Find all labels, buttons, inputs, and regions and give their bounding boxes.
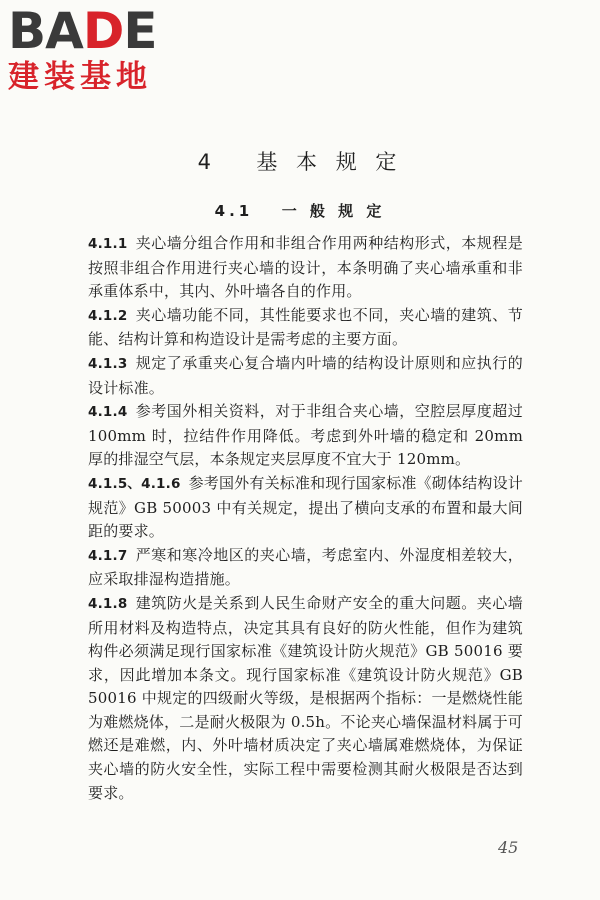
clause-number: 4.1.7 [88,547,128,564]
clause-text: 严寒和寒冷地区的夹心墙，考虑室内、外湿度相差较大，应采取排湿构造措施。 [88,545,523,589]
clause-text: 夹心墙分组合作用和非组合作用两种结构形式，本规程是按照非组合作用进行夹心墙的设计，本条明确了夹心墙承重和非承重体系中，其内、外叶墙各自的作用。 [88,234,523,301]
clause-text: 建筑防火是关系到人民生命财产安全的重大问题。夹心墙所用材料及构造特点，决定其具有良好的防火性能，但作为建筑构件必须满足现行国家标准《建筑设计防火规范》GB 50016 要求，因此增加本条文。现行国家标准《建筑设计防火规范》GB 50016 中规定的四级耐火等级，是根据两个指标：一是燃烧性能为难燃烧体，二是耐火极限为 0.5h。不论夹心墙保温材料属于可燃还是难燃，内、外叶墙材质决定了夹心墙属难燃烧体，为保证夹心墙的防火安全性，实际工程中需要检测其耐火极限是否达到要求。 [88,593,523,802]
clause-number: 4.1.1 [88,236,128,252]
clause-number: 4.1.5、4.1.6 [88,475,181,492]
clause-4-1-5-6 [88,472,523,544]
chapter-number: 4 [197,150,217,174]
section-number: 4.1 [214,202,254,220]
chapter-title [0,146,600,176]
clause-number: 4.1.4 [88,404,128,421]
logo-cjk-text: 建装基地 [8,59,152,95]
clause-number: 4.1.3 [88,355,128,372]
chapter-title-text: 基 本 规 定 [256,150,403,174]
bade-logo [8,2,178,96]
clause-4-1-2 [88,304,523,352]
page-number: 45 [498,838,519,857]
clause-text: 参考国外相关资料，对于非组合夹心墙，空腔层厚度超过 100mm 时，拉结件作用降低。考虑到外叶墙的稳定和 20mm 厚的排湿空气层，本条规定夹层厚度不宜大于 120mm。 [88,402,523,469]
logo-latin-text: BADE [8,2,157,60]
clause-4-1-4 [88,400,523,472]
section-title [0,200,600,221]
clause-list [88,232,523,805]
clause-number: 4.1.8 [88,595,128,612]
clause-text: 夹心墙功能不同，其性能要求也不同，夹心墙的建筑、节能、结构计算和构造设计是需考虑的主要方面。 [88,305,523,349]
clause-4-1-7 [88,544,523,592]
clause-4-1-3 [88,352,523,400]
clause-4-1-8 [88,592,523,805]
clause-text: 参考国外有关标准和现行国家标准《砌体结构设计规范》GB 50003 中有关规定，提出了横向支承的布置和最大间距的要求。 [88,473,523,541]
clause-number: 4.1.2 [88,307,128,324]
clause-4-1-1 [88,232,523,304]
section-title-text: 一 般 规 定 [281,202,386,220]
clause-text: 规定了承重夹心复合墙内叶墙的结构设计原则和应执行的设计标准。 [88,353,523,397]
